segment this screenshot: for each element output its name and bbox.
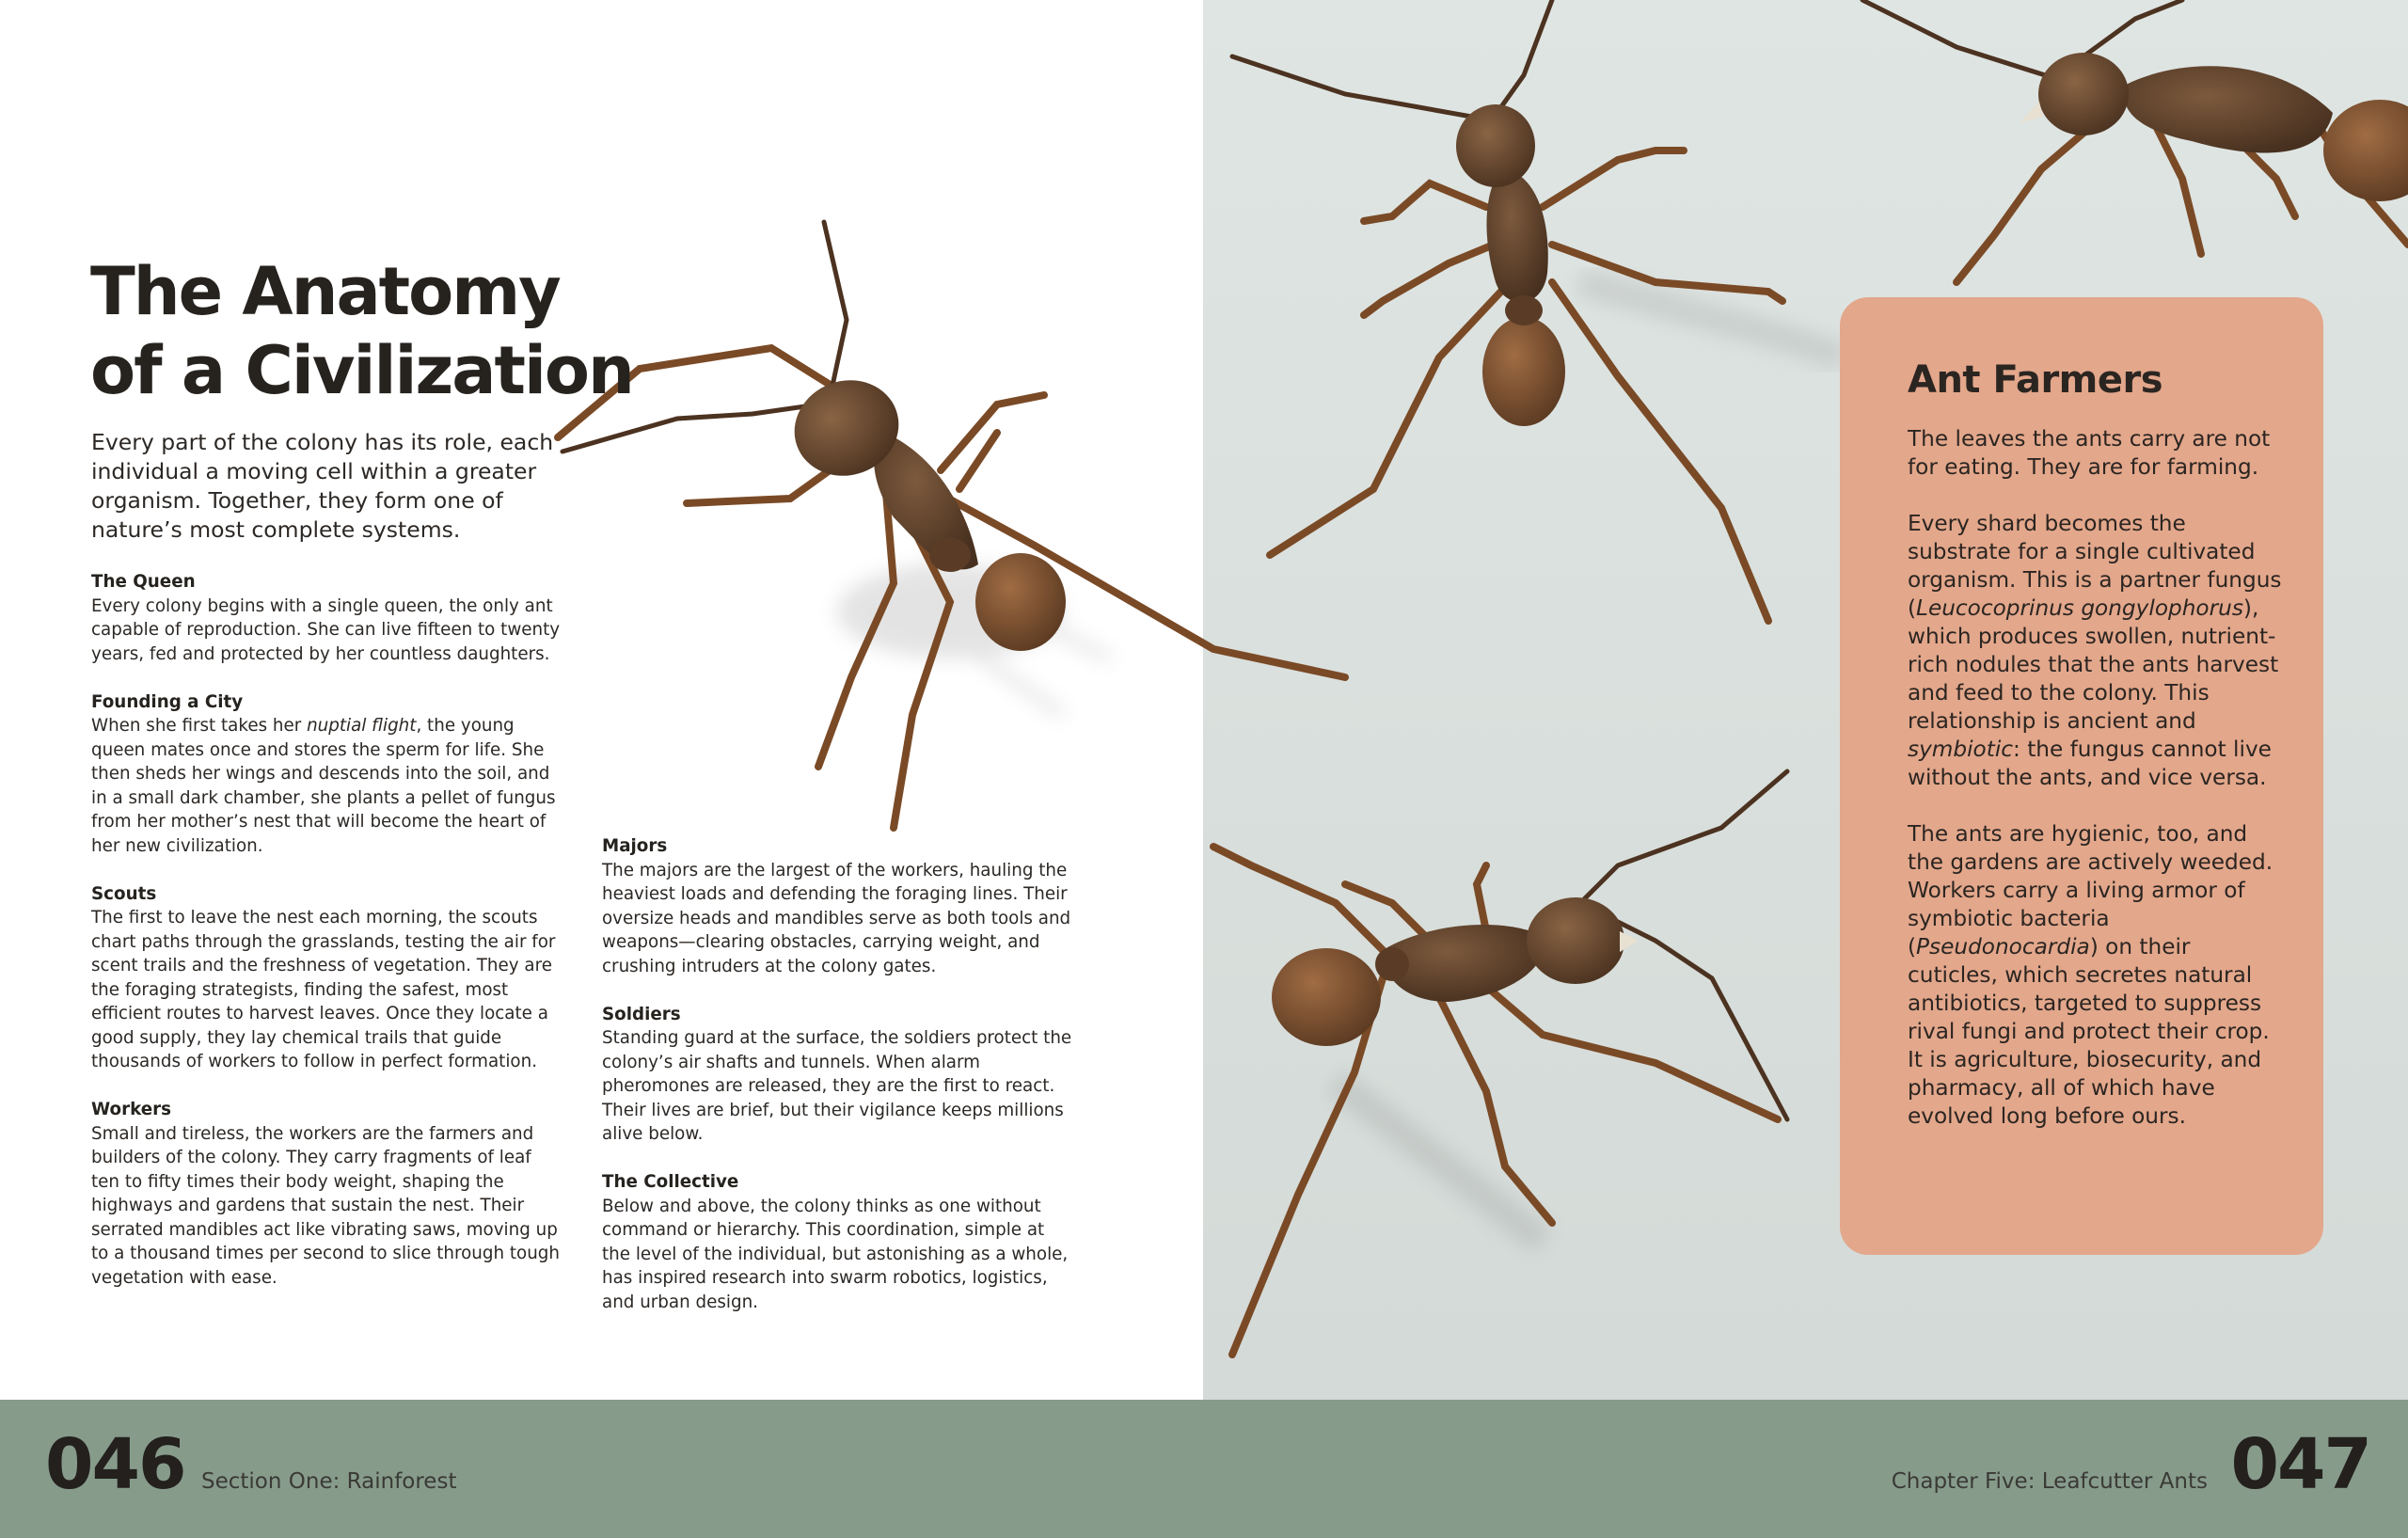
section-body: Every colony begins with a single queen, the only ant capable of reproduction. She can live fifteen to twenty years, fed and protected by her countless daughters. [91,595,561,664]
section-the-collective [602,1170,1072,1314]
text-column-right [602,834,1072,1339]
ant-illustration-left [558,222,1345,828]
italic-term: Pseudonocardia [1916,934,2090,959]
intro-paragraph: Every part of the colony has its role, each individual a moving cell within a greater organism. Together, they form one of nature’s most complete systems. [91,429,554,543]
body-text: : the fungus cannot live without the ants, and vice versa. [1908,737,2272,790]
section-workers [91,1098,562,1290]
text-column-left [91,570,562,1314]
section-heading: The Collective [602,1172,739,1192]
section-body: Standing guard at the surface, the soldiers protect the colony’s air shafts and tunnels. When alarm pheromones are released, they are the first to react. Their lives are brief, but their vigilance keeps millions alive below. [602,1028,1072,1144]
section-heading: The Queen [91,572,196,592]
section-body [91,714,562,858]
section-body: Small and tireless, the workers are the farmers and builders of the colony. They carry fragments of leaf ten to fifty times their body weight, shaping the highways and gardens that sustain the nest. Their serrated mandibles act like vibrating saws, moving up to a thousand times per second to slice through tough vegetation with ease. [91,1123,560,1288]
italic-term: symbiotic [1908,737,2014,762]
body-text: , the young queen mates once and stores the sperm for life. She then sheds her wings and descends into the soil, and in a small dark chamber, she plants a pellet of fungus from her mother’s nest that will become the heart of her new civilization. [91,716,556,856]
sidebar-paragraph-1: The leaves the ants carry are not for eating. They are for farming. [1908,426,2271,480]
section-majors [602,834,1072,978]
section-heading: Majors [602,836,668,856]
italic-term: nuptial flight [307,716,417,736]
body-text: ) on their cuticles, which secretes natural antibiotics, targeted to suppress rival fungi and protect their crop. It is agriculture, biosecurity, and pharmacy, all of which have evolved long before ours. [1908,934,2270,1129]
body-text: Every shard becomes the substrate for a single cultivated organism. This is a partner fungus ( [1908,511,2282,621]
page-title [90,252,673,410]
section-body: Below and above, the colony thinks as one without command or hierarchy. This coordination, simple at the level of the individual, but astonishing as a whole, has inspired research into swarm robotics, logistics, and urban design. [602,1196,1069,1312]
section-founding-a-city [91,690,562,859]
body-text: ), which produces swollen, nutrient-rich nodules that the ants harvest and feed to the colony. This relationship is ancient and [1908,595,2279,734]
sidebar-paragraph-3 [1908,820,2286,1131]
section-body: The majors are the largest of the workers, hauling the heaviest loads and defending the foraging lines. Their oversize heads and mandibles serve as both tools and weapons—clearing obstacles, carrying weight, and crushing intruders at the colony gates. [602,860,1071,976]
italic-term: Leucocoprinus gongylophorus [1916,595,2243,621]
ant-farmers-sidebar [1840,297,2323,1255]
sidebar-paragraph-2 [1908,510,2286,792]
section-scouts [91,882,562,1074]
section-body: The first to leave the nest each morning, the scouts chart paths through the grasslands, testing the air for scent trails and the freshness of vegetation. They are the foraging strategists, finding the safest, most efficient routes to harvest leaves. Once they locate a good supply, they lay chemical trails that guide thousands of workers to follow in perfect formation. [91,908,556,1071]
page-number-left: 046 [45,1424,185,1505]
section-heading: Founding a City [91,691,244,712]
section-heading: Scouts [91,883,157,904]
section-heading: Workers [91,1100,172,1119]
sidebar-title: Ant Farmers [1908,358,2163,402]
body-text: When she first takes her [91,716,308,736]
body-text: The ants are hygienic, too, and the gardens are actively weeded. Workers carry a living armor of symbiotic bacteria ( [1908,821,2273,959]
section-the-queen [91,570,562,666]
title-line-2: of a Civilization [90,332,633,409]
section-heading: Soldiers [602,1004,681,1024]
ant-illustration-bottom [1213,771,1787,1355]
title-line-1: The Anatomy [90,253,560,330]
running-footer-right: Chapter Five: Leafcutter Ants [1891,1469,2208,1494]
section-soldiers [602,1003,1072,1147]
ant-illustration-corner [1862,0,2408,282]
ant-illustration-top [1232,0,1844,621]
page-number-right: 047 [2230,1424,2370,1505]
running-footer-left: Section One: Rainforest [201,1469,457,1494]
